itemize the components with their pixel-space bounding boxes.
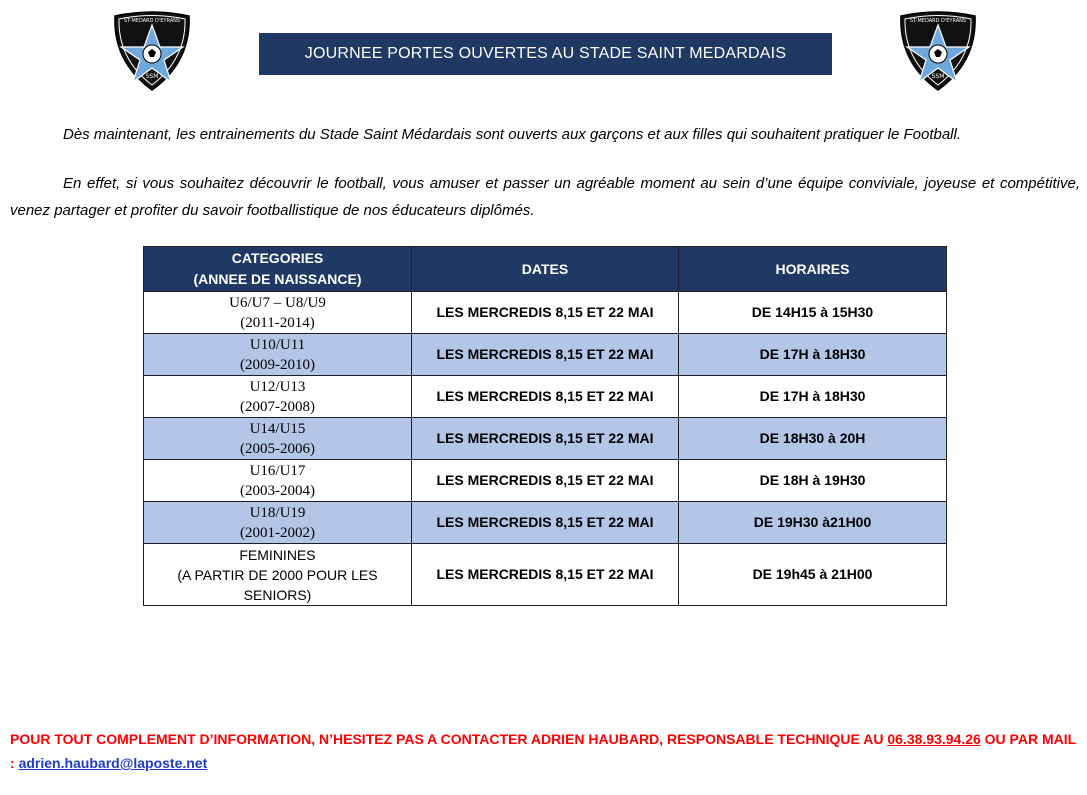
category-name: U12/U13 xyxy=(249,378,306,395)
intro-paragraph-1: Dès maintenant, les entrainements du Stade Saint Médardais sont ouverts aux garçons et aux filles qui souhaitent pratiquer le Football. xyxy=(63,126,962,143)
hours-cell: DE 17H à 18H30 xyxy=(679,376,947,418)
header-dates: DATES xyxy=(412,247,679,292)
table-row xyxy=(144,460,947,502)
dates-cell: LES MERCREDIS 8,15 ET 22 MAI xyxy=(412,292,679,334)
club-logo-right xyxy=(897,10,979,92)
category-name: U10/U11 xyxy=(249,336,306,353)
table-row xyxy=(144,544,947,606)
category-years: (2007-2008) xyxy=(240,398,315,415)
dates-cell: LES MERCREDIS 8,15 ET 22 MAI xyxy=(412,460,679,502)
header-hours: HORAIRES xyxy=(679,247,947,292)
club-crest-icon xyxy=(897,10,979,92)
category-cell xyxy=(144,376,412,418)
category-years: (2005-2006) xyxy=(240,440,315,457)
table-row xyxy=(144,502,947,544)
page-title: JOURNEE PORTES OUVERTES AU STADE SAINT MEDARDAIS xyxy=(259,33,832,75)
category-name: U18/U19 xyxy=(249,504,306,521)
logo-bottom-text: SSM xyxy=(931,73,945,80)
category-cell xyxy=(144,502,412,544)
club-crest-icon xyxy=(111,10,193,92)
phone-number[interactable]: 06.38.93.94.26 xyxy=(887,731,981,747)
table-row xyxy=(144,418,947,460)
category-cell xyxy=(144,292,412,334)
dates-cell: LES MERCREDIS 8,15 ET 22 MAI xyxy=(412,418,679,460)
category-years: (2003-2004) xyxy=(240,482,315,499)
category-name: U6/U7 – U8/U9 xyxy=(229,294,326,311)
category-cell xyxy=(144,418,412,460)
table-header-row xyxy=(144,247,947,292)
category-name: U14/U15 xyxy=(249,420,306,437)
category-name: U16/U17 xyxy=(249,462,306,479)
dates-cell: LES MERCREDIS 8,15 ET 22 MAI xyxy=(412,544,679,606)
dates-cell: LES MERCREDIS 8,15 ET 22 MAI xyxy=(412,334,679,376)
category-cell xyxy=(144,334,412,376)
hours-cell: DE 19H30 à21H00 xyxy=(679,502,947,544)
table-row xyxy=(144,292,947,334)
header-categories-line2: (ANNEE DE NAISSANCE) xyxy=(193,271,362,287)
email-link[interactable]: adrien.haubard@laposte.net xyxy=(18,755,208,771)
category-years: (2011-2014) xyxy=(240,314,315,331)
logo-top-text: ST-MEDARD D'EYRANS xyxy=(123,18,181,24)
logo-bottom-text: SSM xyxy=(145,73,159,80)
table-row xyxy=(144,334,947,376)
hours-cell: DE 19h45 à 21H00 xyxy=(679,544,947,606)
hours-cell: DE 18H à 19H30 xyxy=(679,460,947,502)
contact-info xyxy=(10,727,1082,775)
schedule-table xyxy=(143,246,947,606)
category-years: (2009-2010) xyxy=(240,356,315,373)
category-years: (2001-2002) xyxy=(240,524,315,541)
header-categories-line1: CATEGORIES xyxy=(231,250,324,266)
hours-cell: DE 17H à 18H30 xyxy=(679,334,947,376)
club-logo-left xyxy=(111,10,193,92)
category-years: (A PARTIR DE 2000 POUR LES SENIORS) xyxy=(177,566,378,603)
category-cell xyxy=(144,460,412,502)
contact-text: POUR TOUT COMPLEMENT D’INFORMATION, N’HESITEZ PAS A CONTACTER ADRIEN HAUBARD, RESPONSABLE TECHNIQUE AU xyxy=(10,731,888,747)
hours-cell: DE 14H15 à 15H30 xyxy=(679,292,947,334)
dates-cell: LES MERCREDIS 8,15 ET 22 MAI xyxy=(412,376,679,418)
hours-cell: DE 18H30 à 20H xyxy=(679,418,947,460)
category-cell xyxy=(144,544,412,606)
dates-cell: LES MERCREDIS 8,15 ET 22 MAI xyxy=(412,502,679,544)
category-name: FEMININES xyxy=(239,546,316,563)
logo-top-text: ST-MEDARD D'EYRANS xyxy=(909,18,967,24)
contact-text-mail: OU PAR MAIL : xyxy=(10,731,1076,771)
table-row xyxy=(144,376,947,418)
intro-paragraph-2: En effet, si vous souhaitez découvrir le football, vous amuser et passer un agréable moment au sein d’une équipe conviviale, joyeuse et compétitive, venez partager et profiter du savoir footballistique de nos éducateurs diplômés. xyxy=(10,175,1080,219)
header-categories xyxy=(144,247,412,292)
